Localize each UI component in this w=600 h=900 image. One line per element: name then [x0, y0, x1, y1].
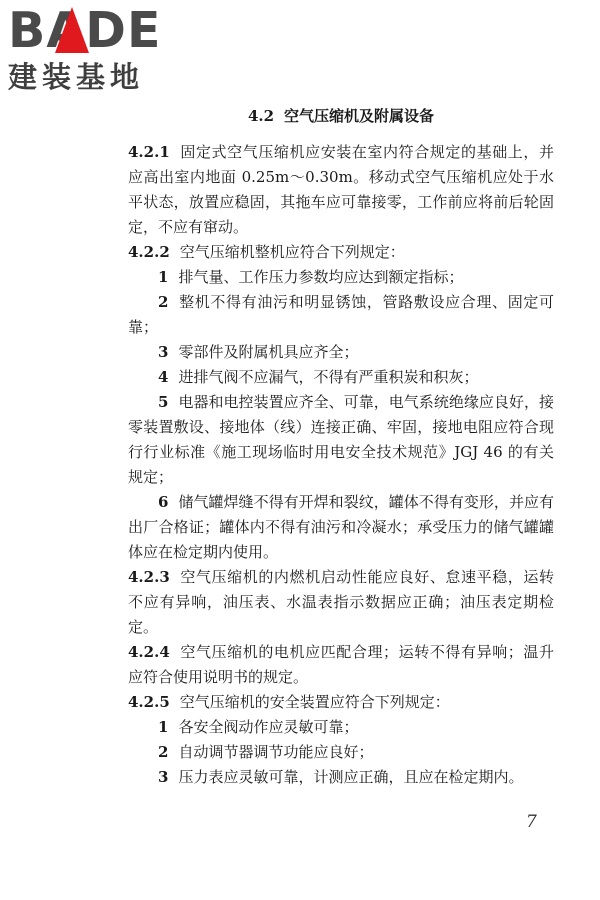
clause-4-2-2 [128, 240, 554, 265]
item-text: 零部件及附属机具应齐全； [178, 343, 359, 361]
item-text: 排气量、工作压力参数均应达到额定指标； [178, 268, 464, 286]
item-text: 整机不得有油污和明显锈蚀，管路敷设应合理、固定可靠； [128, 293, 554, 336]
list-item [128, 715, 554, 740]
clause-number: 4.2.5 [128, 693, 170, 711]
list-item [128, 765, 554, 790]
clause-4-2-5 [128, 690, 554, 715]
item-number: 6 [158, 493, 169, 511]
item-number: 1 [158, 718, 169, 736]
section-heading [128, 104, 554, 128]
item-number: 4 [158, 368, 169, 386]
clause-4-2-1 [128, 140, 554, 240]
list-item [128, 340, 554, 365]
logo-subtitle: 建装基地 [8, 60, 145, 94]
list-item [128, 740, 554, 765]
page-number: 7 [526, 812, 537, 832]
bade-logo [8, 4, 176, 94]
list-item [128, 365, 554, 390]
list-item [128, 390, 554, 490]
logo-word: BADE [8, 2, 162, 59]
section-title: 空气压缩机及附属设备 [284, 107, 435, 125]
item-number: 2 [158, 293, 169, 311]
item-text: 压力表应灵敏可靠，计测应正确，且应在检定期内。 [178, 768, 524, 786]
clause-4-2-3 [128, 565, 554, 640]
item-number: 1 [158, 268, 169, 286]
clause-number: 4.2.3 [128, 568, 170, 586]
clause-text: 固定式空气压缩机应安装在室内符合规定的基础上，并应高出室内地面 0.25m～0.30m。移动式空气压缩机应处于水平状态，放置应稳固，其拖车应可靠接零，工作前应将前后轮固定，不应有窜动。 [128, 143, 554, 236]
clause-4-2-4 [128, 640, 554, 690]
item-text: 进排气阀不应漏气，不得有严重积炭和积灰； [178, 368, 479, 386]
clause-number: 4.2.4 [128, 643, 170, 661]
item-number: 3 [158, 343, 169, 361]
clause-number: 4.2.1 [128, 143, 170, 161]
list-item [128, 490, 554, 565]
clause-number: 4.2.2 [128, 243, 170, 261]
clause-text: 空气压缩机整机应符合下列规定： [179, 243, 405, 261]
item-number: 5 [158, 393, 169, 411]
item-text: 电器和电控装置应齐全、可靠，电气系统绝缘应良好，接零装置敷设、接地体（线）连接正确、牢固，接地电阻应符合现行行业标准《施工现场临时用电安全技术规范》JGJ 46 的有关规定； [128, 393, 554, 486]
list-item [128, 265, 554, 290]
clause-text: 空气压缩机的电机应匹配合理；运转不得有异响；温升应符合使用说明书的规定。 [128, 643, 554, 686]
item-text: 自动调节器调节功能应良好； [178, 743, 374, 761]
logo-triangle-icon [55, 7, 89, 53]
item-text: 储气罐焊缝不得有开焊和裂纹，罐体不得有变形，并应有出厂合格证；罐体内不得有油污和冷凝水；承受压力的储气罐罐体应在检定期内使用。 [128, 493, 554, 561]
clause-text: 空气压缩机的内燃机启动性能应良好、怠速平稳，运转不应有异响，油压表、水温表指示数据应正确；油压表定期检定。 [128, 568, 554, 636]
document-body [128, 104, 554, 790]
list-item [128, 290, 554, 340]
item-number: 2 [158, 743, 169, 761]
item-number: 3 [158, 768, 169, 786]
item-text: 各安全阀动作应灵敏可靠； [178, 718, 359, 736]
clause-text: 空气压缩机的安全装置应符合下列规定： [179, 693, 450, 711]
section-number: 4.2 [247, 107, 275, 125]
